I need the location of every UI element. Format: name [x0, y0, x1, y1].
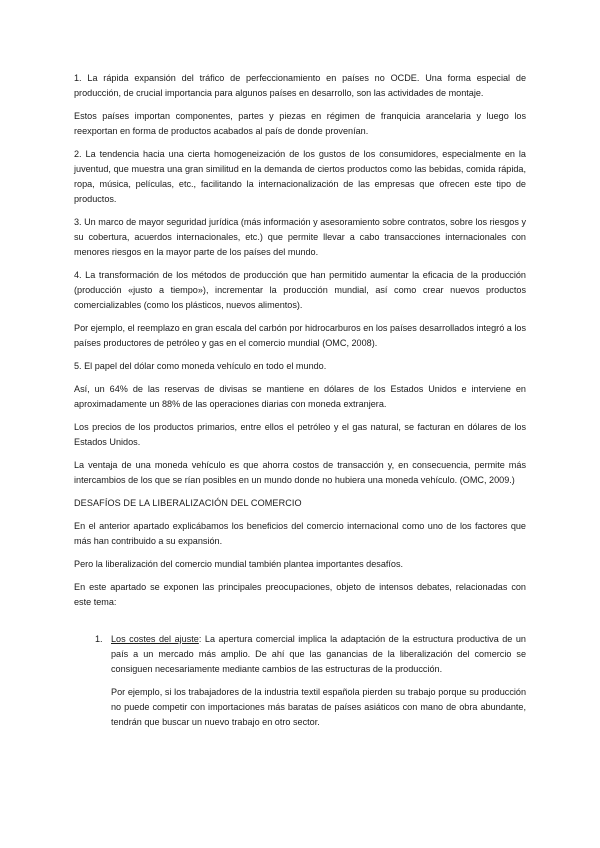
list-number: 1. [95, 634, 103, 644]
section-paragraph-1: En el anterior apartado explicábamos los beneficios del comercio internacional como uno de los factores que más han contribuido a su expansión. [74, 521, 526, 546]
paragraph-3: 2. La tendencia hacia una cierta homogeneización de los gustos de los consumidores, especialmente en la juventud, que muestra una gran similitud en la demanda de ciertos productos como las bebidas, comida rápida, ropa, música, películas, etc., facilitando la internacionalización de las empresas que ofrecen este tipo de productos. [74, 149, 526, 204]
paragraph-5: 4. La transformación de los métodos de producción que han permitido aumentar la eficacia de la producción (producción «justo a tiempo»), incrementar la producción mundial, así como crear nuevos productos comercializables (como los plásticos, nuevos alimentos). [74, 270, 526, 310]
list-item-example: Por ejemplo, si los trabajadores de la industria textil española pierden su trabajo porque su producción no puede competir con importaciones más baratas de países asiáticos con mano de obra abundante, tendrán que buscar un nuevo trabajo en otro sector. [111, 687, 526, 727]
paragraph-1: 1. La rápida expansión del tráfico de perfeccionamiento en países no OCDE. Una forma especial de producción, de crucial importancia para algunos países en desarrollo, son las actividades de montaje. [74, 73, 526, 98]
section-paragraph-2: Pero la liberalización del comercio mundial también plantea importantes desafíos. [74, 559, 404, 569]
paragraph-6: Por ejemplo, el reemplazo en gran escala del carbón por hidrocarburos en los países desarrollados integró a los países productores de petróleo y gas en el comercio mundial (OMC, 2008). [74, 323, 526, 348]
paragraph-9: Los precios de los productos primarios, entre ellos el petróleo y el gas natural, se facturan en dólares de los Estados Unidos. [74, 422, 526, 447]
paragraph-2: Estos países importan componentes, partes y piezas en régimen de franquicia arancelaria y luego los reexportan en forma de productos acabados al país de donde provenían. [74, 111, 526, 136]
numbered-list [74, 632, 526, 730]
section-paragraph-3: En este apartado se exponen las principales preocupaciones, objeto de intensos debates, relacionadas con este tema: [74, 582, 526, 607]
paragraph-10: La ventaja de una moneda vehículo es que ahorra costos de transacción y, en consecuencia, permite más intercambios de los que se rían posibles en un mundo donde no hubiera una moneda vehículo. (OMC, 2009.) [74, 460, 526, 485]
paragraph-4: 3. Un marco de mayor seguridad jurídica (más información y asesoramiento sobre contratos, sobre los riesgos y su cobertura, acuerdos internacionales, etc.) que permite llevar a cabo transacciones internacionales con menores riesgos en la mayor parte de los países del mundo. [74, 217, 526, 257]
paragraph-7: 5. El papel del dólar como moneda vehículo en todo el mundo. [74, 361, 327, 371]
list-item [74, 632, 526, 730]
list-item-text [111, 632, 526, 677]
list-item-description: : La apertura comercial implica la adaptación de la estructura productiva de un país a un mercado más amplio. De ahí que las ganancias de la liberalización del comercio se consiguen necesariamente mediante cambios de las estructuras de la producción. [111, 634, 526, 674]
list-item-term: Los costes del ajuste [111, 634, 199, 644]
paragraph-8: Así, un 64% de las reservas de divisas se mantiene en dólares de los Estados Unidos e interviene en aproximadamente un 88% de las operaciones diarias con moneda extranjera. [74, 384, 526, 409]
section-heading: DESAFÍOS DE LA LIBERALIZACIÓN DEL COMERCIO [74, 498, 302, 508]
